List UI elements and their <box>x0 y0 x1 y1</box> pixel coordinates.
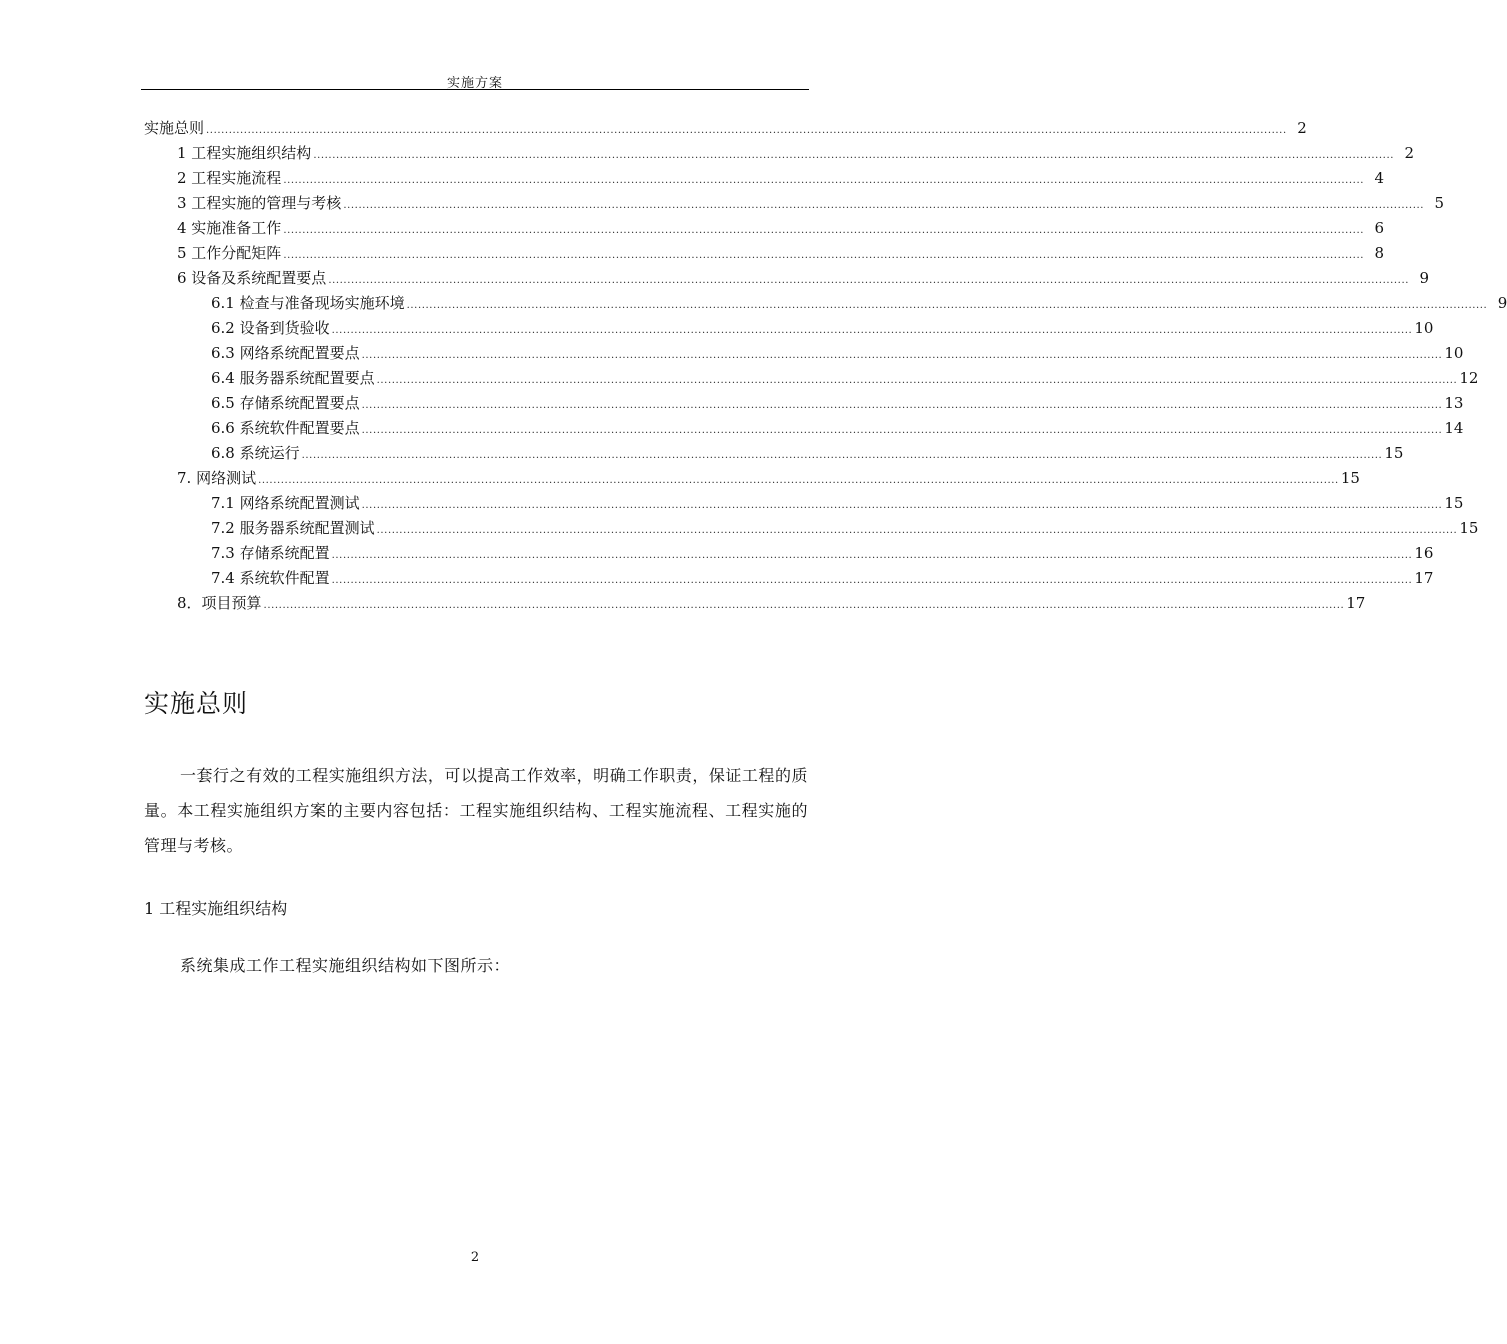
toc-leader: .............................................................................................................................................................................................................................................................................................. <box>343 200 1425 211</box>
toc-leader: .............................................................................................................................................................................................................................................................................................. <box>361 350 1443 361</box>
toc-leader: .............................................................................................................................................................................................................................................................................................. <box>301 450 1383 461</box>
toc-entry-label: 6.2 设备到货验收 <box>211 319 330 337</box>
section-heading: 实施总则 <box>144 689 249 718</box>
toc-entry-page: 9 <box>1419 269 1430 287</box>
toc-entry-page: 2 <box>1297 119 1307 137</box>
toc-entry-label: 7.4 系统软件配置 <box>211 569 330 587</box>
page-number: 2 <box>470 1250 480 1265</box>
toc-leader: .............................................................................................................................................................................................................................................................................................. <box>406 300 1488 311</box>
toc-leader: .............................................................................................................................................................................................................................................................................................. <box>361 400 1443 411</box>
toc-entry-label: 1 工程实施组织结构 <box>177 144 312 162</box>
toc-entry-label: 6 设备及系统配置要点 <box>177 269 327 287</box>
toc-leader: .............................................................................................................................................................................................................................................................................................. <box>258 475 1339 486</box>
toc-entry[interactable] <box>211 392 1464 414</box>
toc-entry-label: 6.4 服务器系统配置要点 <box>211 369 375 387</box>
toc-entry-page: 4 <box>1374 169 1385 187</box>
toc-leader: .............................................................................................................................................................................................................................................................................................. <box>206 125 1287 136</box>
toc-entry[interactable] <box>211 567 1434 589</box>
toc-leader: .............................................................................................................................................................................................................................................................................................. <box>361 500 1443 511</box>
toc-entry-page: 12 <box>1459 369 1479 387</box>
toc-entry-label: 6.5 存储系统配置要点 <box>211 394 360 412</box>
toc-entry-label: 7.1 网络系统配置测试 <box>211 494 360 512</box>
toc-leader: .............................................................................................................................................................................................................................................................................................. <box>376 375 1458 386</box>
toc-entry-page: 8 <box>1374 244 1385 262</box>
toc-leader: .............................................................................................................................................................................................................................................................................................. <box>283 175 1365 186</box>
toc-leader: .............................................................................................................................................................................................................................................................................................. <box>263 600 1345 611</box>
toc-entry[interactable] <box>211 292 1507 314</box>
toc-entry-page: 2 <box>1404 144 1415 162</box>
toc-entry-label: 4 实施准备工作 <box>177 219 282 237</box>
toc-entry-page: 5 <box>1434 194 1445 212</box>
toc-entry-page: 15 <box>1384 444 1404 462</box>
toc-entry-label: 6.3 网络系统配置要点 <box>211 344 360 362</box>
toc-entry-page: 15 <box>1459 519 1479 537</box>
body-paragraph-2: 系统集成工作工程实施组织结构如下图所示： <box>180 956 511 975</box>
toc-entry-page: 14 <box>1444 419 1464 437</box>
toc-entry[interactable] <box>144 117 1307 139</box>
toc-entry-page: 10 <box>1444 344 1464 362</box>
toc-entry[interactable] <box>177 217 1385 239</box>
toc-entry-page: 17 <box>1346 594 1366 612</box>
toc-entry-label: 6.6 系统软件配置要点 <box>211 419 360 437</box>
toc-entry-label: 8．项目预算 <box>177 594 262 612</box>
toc-leader: .............................................................................................................................................................................................................................................................................................. <box>331 325 1413 336</box>
toc-entry-page: 6 <box>1374 219 1385 237</box>
toc-entry-label: 5 工作分配矩阵 <box>177 244 282 262</box>
toc-entry-label: 实施总则 <box>144 119 205 137</box>
toc-entry[interactable] <box>211 317 1434 339</box>
toc-leader: .............................................................................................................................................................................................................................................................................................. <box>283 250 1365 261</box>
toc-entry[interactable] <box>177 167 1385 189</box>
toc-entry[interactable] <box>211 367 1479 389</box>
toc-leader: .............................................................................................................................................................................................................................................................................................. <box>331 550 1413 561</box>
toc-entry-label: 2 工程实施流程 <box>177 169 282 187</box>
toc-entry[interactable] <box>177 467 1360 489</box>
page-header-title: 实施方案 <box>446 76 503 91</box>
toc-entry-label: 3 工程实施的管理与考核 <box>177 194 342 212</box>
toc-entry[interactable] <box>177 142 1415 164</box>
toc-entry[interactable] <box>177 267 1430 289</box>
toc-leader: .............................................................................................................................................................................................................................................................................................. <box>376 525 1458 536</box>
toc-entry-page: 9 <box>1497 294 1507 312</box>
toc-entry[interactable] <box>211 342 1464 364</box>
toc-entry-page: 16 <box>1414 544 1434 562</box>
toc-leader: .............................................................................................................................................................................................................................................................................................. <box>331 575 1413 586</box>
toc-entry[interactable] <box>177 242 1385 264</box>
toc-entry-label: 7.2 服务器系统配置测试 <box>211 519 375 537</box>
toc-entry[interactable] <box>211 517 1479 539</box>
toc-entry-label: 7.3 存储系统配置 <box>211 544 330 562</box>
toc-entry-label: 6.1 检查与准备现场实施环境 <box>211 294 405 312</box>
toc-entry-page: 15 <box>1444 494 1464 512</box>
toc-entry[interactable] <box>177 592 1366 614</box>
toc-entry-page: 15 <box>1340 469 1360 487</box>
toc-entry[interactable] <box>211 417 1464 439</box>
toc-entry-label: 6.8 系统运行 <box>211 444 300 462</box>
toc-entry[interactable] <box>177 192 1445 214</box>
toc-leader: .............................................................................................................................................................................................................................................................................................. <box>328 275 1410 286</box>
subsection-heading: 1 工程实施组织结构 <box>144 899 288 918</box>
toc-entry-page: 13 <box>1444 394 1464 412</box>
header-rule <box>141 89 809 90</box>
toc-entry[interactable] <box>211 492 1464 514</box>
toc-leader: .............................................................................................................................................................................................................................................................................................. <box>283 225 1365 236</box>
toc-entry[interactable] <box>211 442 1404 464</box>
toc-entry[interactable] <box>211 542 1434 564</box>
toc-entry-label: 7. 网络测试 <box>177 469 257 487</box>
toc-leader: .............................................................................................................................................................................................................................................................................................. <box>313 150 1395 161</box>
toc-entry-page: 10 <box>1414 319 1434 337</box>
toc-entry-page: 17 <box>1414 569 1434 587</box>
toc-leader: .............................................................................................................................................................................................................................................................................................. <box>361 425 1443 436</box>
body-paragraph: 一套行之有效的工程实施组织方法，可以提高工作效率，明确工作职责，保证工程的质量。本工程实施组织方案的主要内容包括：工程实施组织结构、工程实施流程、工程实施的管理与考核。 <box>144 766 808 855</box>
